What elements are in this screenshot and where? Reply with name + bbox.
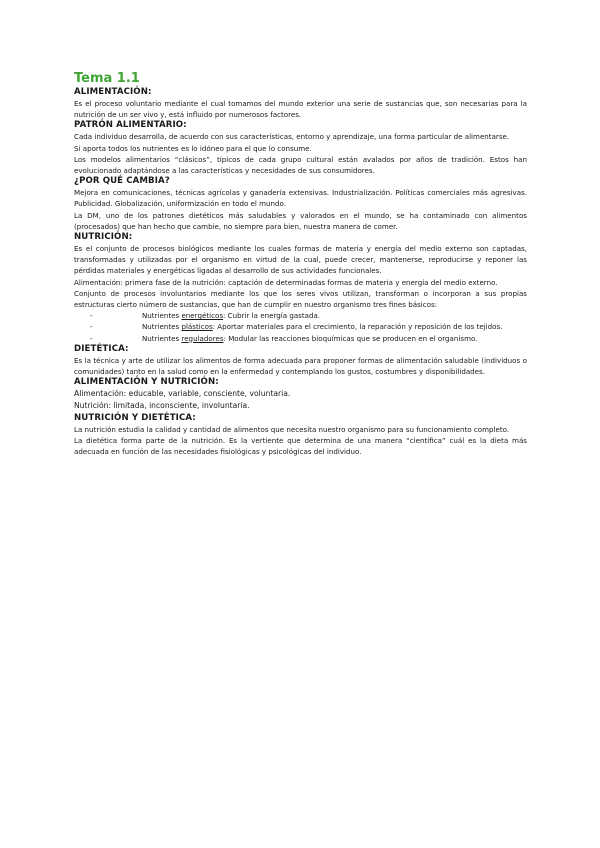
list-item-text: : Aportar materiales para el crecimiento, la reparación y reposición de los tejidos. [212, 322, 503, 332]
list-item [74, 321, 527, 332]
paragraph: Si aporta todos los nutrientes es lo idóneo para el que lo consume. [74, 143, 312, 153]
list-item [74, 333, 527, 344]
paragraph: La DM, uno de los patrones dietéticos más saludables y valorados en el mundo, se ha contaminado con alimentos (procesados) que han hecho que cambie, no siempre para bien, nuestra manera de comer. [74, 210, 527, 231]
paragraph: La dietética forma parte de la nutrición. Es la vertiente que determina de una manera “científica” cuál es la dieta más adecuada en función de las necesidades fisiológicas y psicológicas del individuo. [74, 435, 527, 457]
list-item-keyword: plásticos [181, 322, 213, 332]
paragraph: Nutrición: limitada, inconsciente, involuntaria. [74, 401, 250, 411]
list-item-prefix: Nutrientes [142, 322, 182, 332]
list-dash: - [90, 333, 93, 343]
paragraph: Alimentación: primera fase de la nutrición: captación de determinadas formas de materia y energía del medio externo. [74, 277, 498, 287]
list-item-prefix: Nutrientes [142, 333, 182, 343]
document-content [74, 71, 527, 457]
paragraph: Cada individuo desarrolla, de acuerdo con sus características, entorno y aprendizaje, una forma particular de alimentarse. [74, 132, 510, 142]
list-item [74, 310, 527, 321]
paragraph: Alimentación: educable, variable, consciente, voluntaria. [74, 389, 291, 399]
list-item-keyword: energéticos [181, 311, 224, 321]
paragraph: Mejora en comunicaciones, técnicas agrícolas y ganadería extensivas. Industrialización. Políticas comerciales más agresivas. Publicidad. Globalización, uniformización en todo el mundo. [74, 188, 527, 209]
paragraph: Es la técnica y arte de utilizar los alimentos de forma adecuada para proponer formas de alimentación saludable (individuos o comunidades) tanto en la salud como en la enfermedad y contemplando los gustos, costumbres y disponibilidades. [74, 355, 527, 377]
paragraph: Es el proceso voluntario mediante el cual tomamos del mundo exterior una serie de sustancias que, son necesarias para la nutrición de un ser vivo y, está influido por numerosos factores. [74, 99, 527, 120]
list-item-text: : Cubrir la energía gastada. [223, 311, 321, 321]
heading-nutricion-y-dietetica: NUTRICIÓN Y DIETÉTICA: [74, 412, 196, 423]
heading-dietetica: DIETÉTICA: [74, 343, 129, 354]
paragraph: Los modelos alimentarios “clásicos”, típicos de cada grupo cultural están avalados por años de tradición. Estos han evolucionado adaptándose a las características y necesidades de sus consumidores. [74, 154, 527, 176]
paragraph: La nutrición estudia la calidad y cantidad de alimentos que necesita nuestro organismo para su funcionamiento completo. [74, 424, 510, 434]
heading-alimentacion: ALIMENTACIÓN: [74, 87, 152, 97]
heading-por-que-cambia: ¿POR QUÉ CAMBIA? [74, 176, 170, 187]
list-item-keyword: reguladores [181, 333, 224, 343]
paragraph: Conjunto de procesos involuntarios mediante los que los seres vivos utilizan, transforman o incorporan a sus propias estructuras cierto número de sustancias, que han de cumplir en nuestro organismo tres fines básicos: [74, 288, 527, 310]
list-item-text: : Modular las reacciones bioquímicas que se producen en el organismo. [223, 333, 478, 343]
list-item-prefix: Nutrientes [142, 311, 182, 321]
heading-patron-alimentario: PATRÓN ALIMENTARIO: [74, 120, 187, 131]
heading-alimentacion-y-nutricion: ALIMENTACIÓN Y NUTRICIÓN: [74, 377, 219, 388]
nutrient-list [74, 310, 527, 344]
heading-nutricion: NUTRICIÓN: [74, 232, 133, 243]
paragraph: Es el conjunto de procesos biológicos mediante los cuales formas de materia y energía del medio externo son captadas, transformadas y utilizadas por el organismo en virtud de la cual, puede crecer, mantenerse, reproducirse y reponer las pérdidas materiales y energéticas ligadas al desarrollo de sus actividades funcionales. [74, 244, 527, 276]
list-dash: - [90, 311, 93, 321]
list-dash: - [90, 322, 93, 332]
page-title: Tema 1.1 [74, 71, 140, 86]
